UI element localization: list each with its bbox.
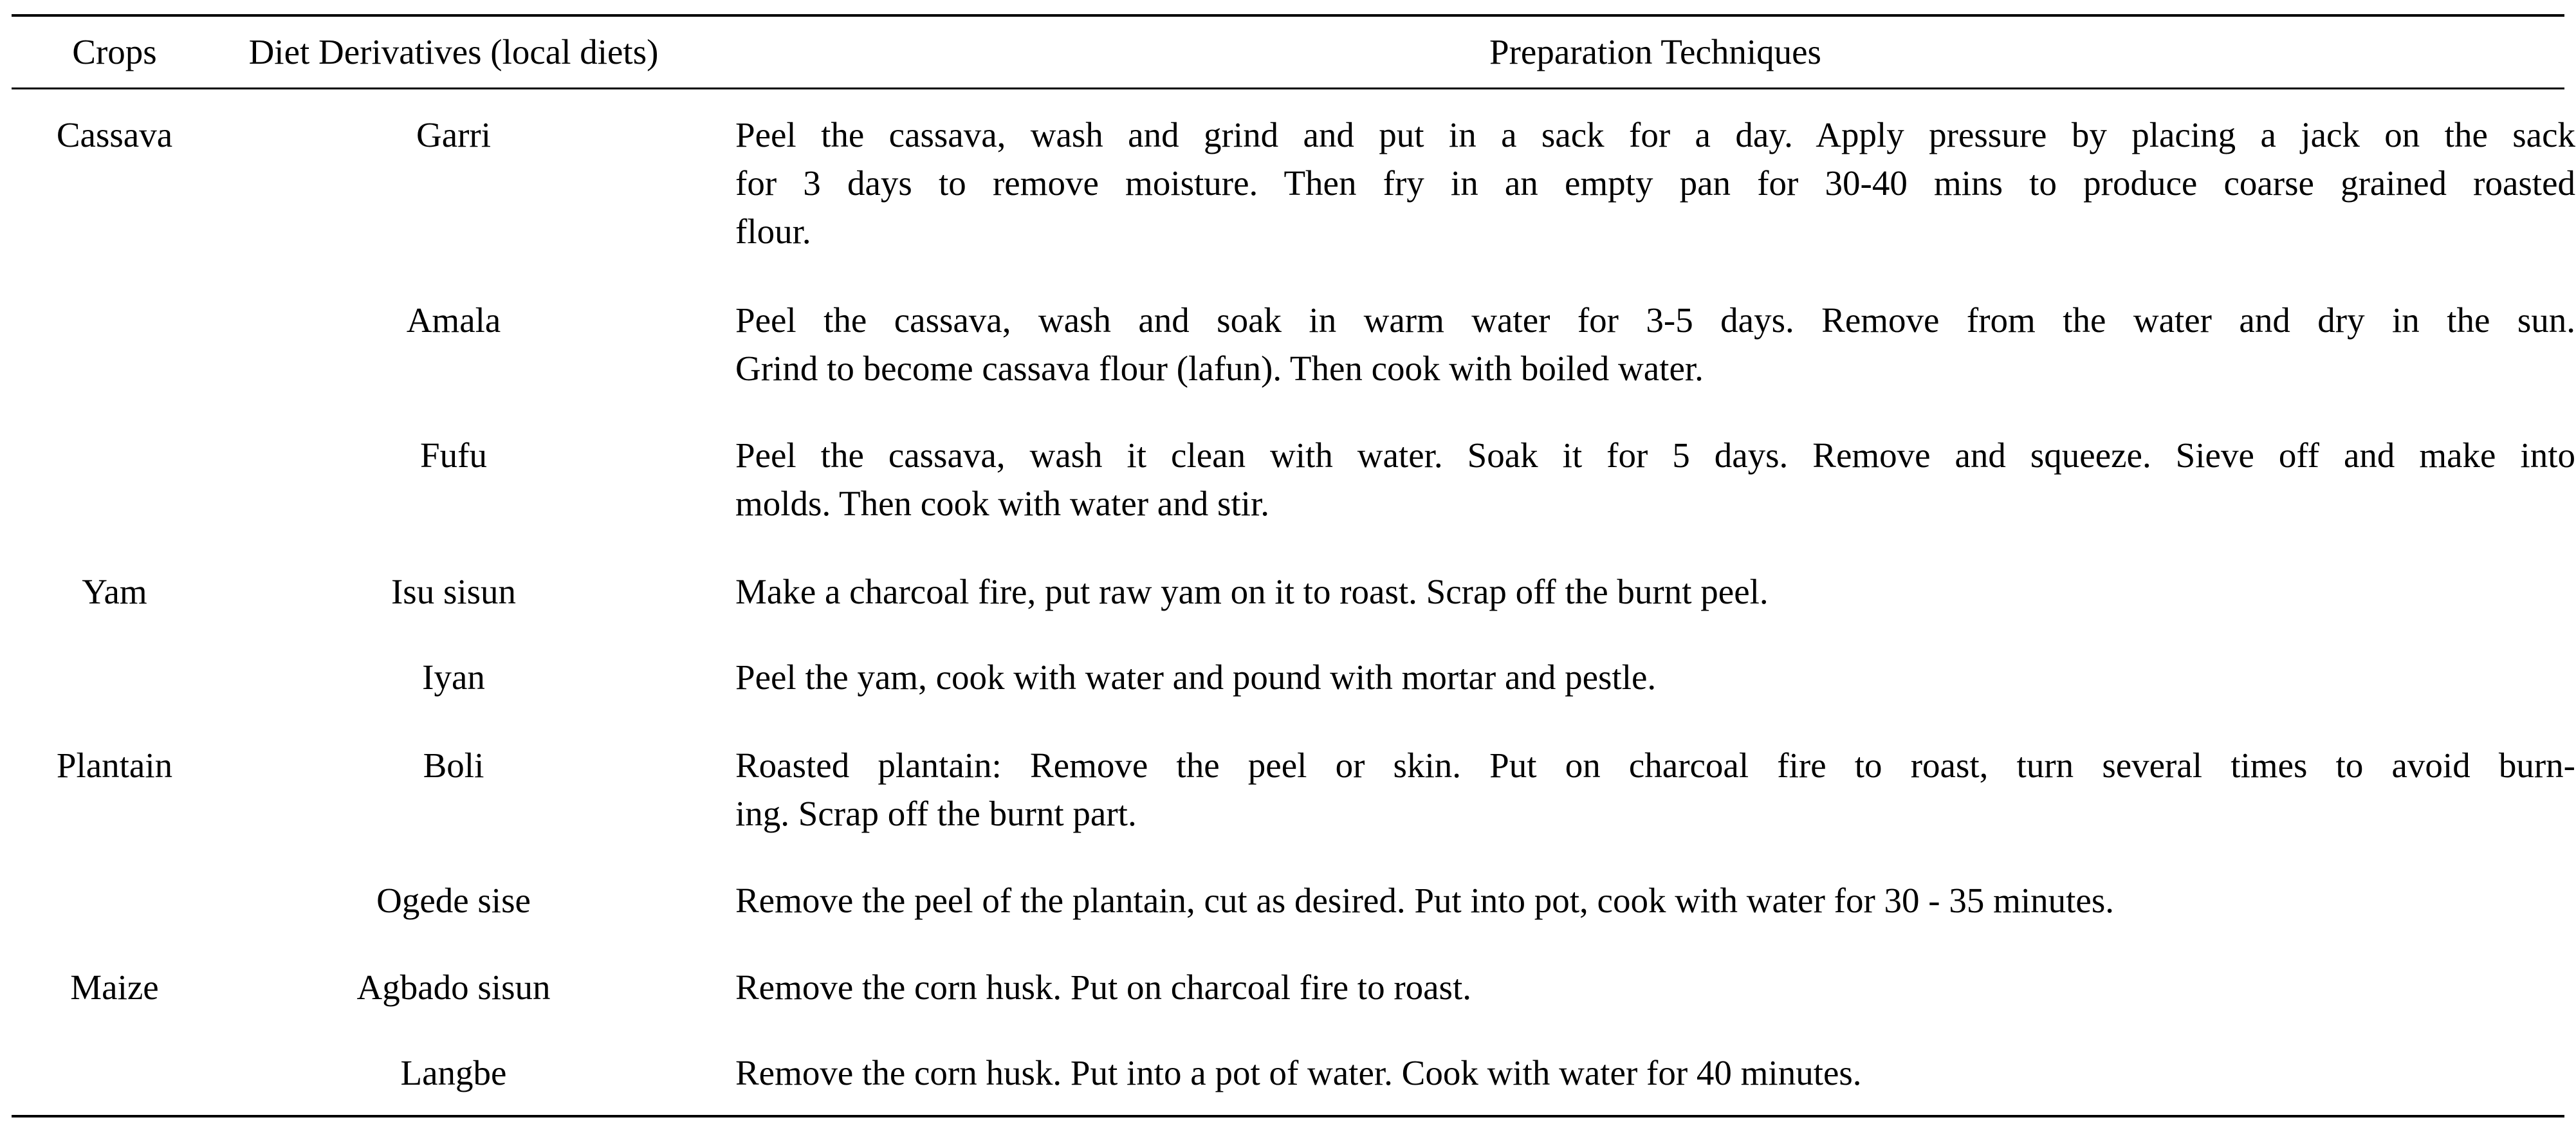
table-row-crop: Yam	[82, 572, 147, 611]
prep-line: Remove the corn husk. Put into a pot of water. Cook with water for 40 minutes.	[735, 1053, 1862, 1092]
prep-line: Grind to become cassava flour (lafun). Then cook with boiled water.	[735, 349, 1704, 388]
header-preparation-techniques: Preparation Techniques	[1489, 32, 1821, 71]
table-row-prep	[735, 1049, 2575, 1097]
table-row-prep	[735, 653, 2575, 701]
table-header-rule	[12, 87, 2564, 89]
prep-line: for 3 days to remove moisture. Then fry in an empty pan for 30-40 mins to produce coarse grained roasted	[735, 163, 2575, 203]
prep-line: Peel the cassava, wash and soak in warm water for 3-5 days. Remove from the water and dry in the sun.	[735, 300, 2575, 340]
table-row-diet: Langbe	[400, 1053, 507, 1092]
table-row-prep	[735, 741, 2575, 838]
table-row-crop: Cassava	[56, 115, 173, 154]
table-row-diet: Isu sisun	[391, 572, 517, 611]
table-row-diet: Garri	[416, 115, 492, 154]
prep-line: Remove the peel of the plantain, cut as desired. Put into pot, cook with water for 30 - 35 minutes.	[735, 881, 2114, 920]
prep-line: molds. Then cook with water and stir.	[735, 484, 1269, 523]
table-row-diet: Agbado sisun	[356, 968, 551, 1007]
header-diet-derivatives: Diet Derivatives (local diets)	[248, 32, 659, 71]
prep-line: Peel the yam, cook with water and pound with mortar and pestle.	[735, 657, 1657, 697]
table-row-prep	[735, 296, 2575, 392]
table-top-rule	[12, 14, 2564, 17]
table-row-crop: Plantain	[56, 746, 173, 785]
table-row-crop: Maize	[70, 968, 159, 1007]
table-row-diet: Boli	[423, 746, 484, 785]
table-row-prep	[735, 431, 2575, 528]
prep-line: Roasted plantain: Remove the peel or skin. Put on charcoal fire to roast, turn several times to avoid burn-	[735, 746, 2575, 785]
table-row-prep	[735, 963, 2575, 1011]
prep-line: Remove the corn husk. Put on charcoal fire to roast.	[735, 968, 1471, 1007]
prep-line: Make a charcoal fire, put raw yam on it to roast. Scrap off the burnt peel.	[735, 572, 1769, 611]
table-row-prep	[735, 111, 2575, 255]
prep-line: flour.	[735, 212, 811, 251]
table-row-diet: Amala	[406, 300, 501, 340]
table-row-prep	[735, 876, 2575, 924]
table-row-diet: Iyan	[422, 657, 485, 697]
prep-line: Peel the cassava, wash and grind and put in a sack for a day. Apply pressure by placing a jack on the sack	[735, 115, 2575, 154]
prep-line: ing. Scrap off the burnt part.	[735, 794, 1137, 833]
table-row-diet: Ogede sise	[376, 881, 531, 920]
header-crops: Crops	[72, 32, 157, 71]
prep-line: Peel the cassava, wash it clean with water. Soak it for 5 days. Remove and squeeze. Sieve off and make into	[735, 436, 2575, 475]
table-row-diet: Fufu	[420, 436, 487, 475]
table-bottom-rule	[12, 1115, 2564, 1117]
table-row-prep	[735, 567, 2575, 616]
